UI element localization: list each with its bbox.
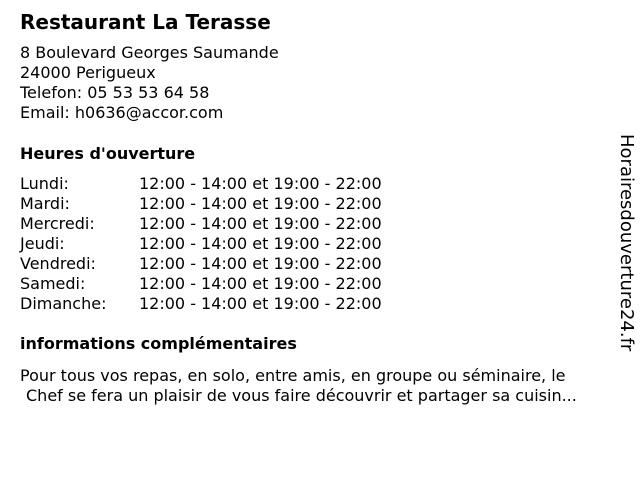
address-city: 24000 Perigueux bbox=[20, 63, 156, 82]
additional-info-text bbox=[20, 366, 577, 406]
contact-block bbox=[20, 43, 279, 123]
hours-day: Lundi: bbox=[20, 174, 69, 193]
hours-day: Mardi: bbox=[20, 194, 70, 213]
hours-time: 12:00 - 14:00 et 19:00 - 22:00 bbox=[139, 254, 382, 273]
hours-time: 12:00 - 14:00 et 19:00 - 22:00 bbox=[139, 194, 382, 213]
hours-time: 12:00 - 14:00 et 19:00 - 22:00 bbox=[139, 294, 382, 313]
site-watermark: Horairesdouverture24.fr bbox=[616, 134, 637, 352]
hours-time: 12:00 - 14:00 et 19:00 - 22:00 bbox=[139, 274, 382, 293]
hours-row-dimanche bbox=[20, 294, 440, 314]
hours-time: 12:00 - 14:00 et 19:00 - 22:00 bbox=[139, 174, 382, 193]
hours-row-mardi bbox=[20, 194, 440, 214]
hours-row-lundi bbox=[20, 174, 440, 194]
hours-day: Mercredi: bbox=[20, 214, 95, 233]
hours-row-vendredi bbox=[20, 254, 440, 274]
hours-time: 12:00 - 14:00 et 19:00 - 22:00 bbox=[139, 214, 382, 233]
address-street: 8 Boulevard Georges Saumande bbox=[20, 43, 279, 62]
hours-day: Vendredi: bbox=[20, 254, 96, 273]
hours-day: Jeudi: bbox=[20, 234, 65, 253]
opening-hours-heading: Heures d'ouverture bbox=[20, 144, 196, 163]
restaurant-name: Restaurant La Terasse bbox=[20, 10, 271, 34]
hours-row-samedi bbox=[20, 274, 440, 294]
hours-time: 12:00 - 14:00 et 19:00 - 22:00 bbox=[139, 234, 382, 253]
description-line: Chef se fera un plaisir de vous faire découvrir et partager sa cuisin... bbox=[26, 386, 577, 405]
hours-row-mercredi bbox=[20, 214, 440, 234]
additional-info-heading: informations complémentaires bbox=[20, 334, 297, 353]
opening-hours-list bbox=[20, 174, 440, 314]
hours-day: Dimanche: bbox=[20, 294, 107, 313]
description-line: Pour tous vos repas, en solo, entre amis, en groupe ou séminaire, le bbox=[20, 366, 566, 385]
hours-row-jeudi bbox=[20, 234, 440, 254]
phone-number: Telefon: 05 53 53 64 58 bbox=[20, 83, 210, 102]
hours-day: Samedi: bbox=[20, 274, 86, 293]
email-address: Email: h0636@accor.com bbox=[20, 103, 224, 122]
